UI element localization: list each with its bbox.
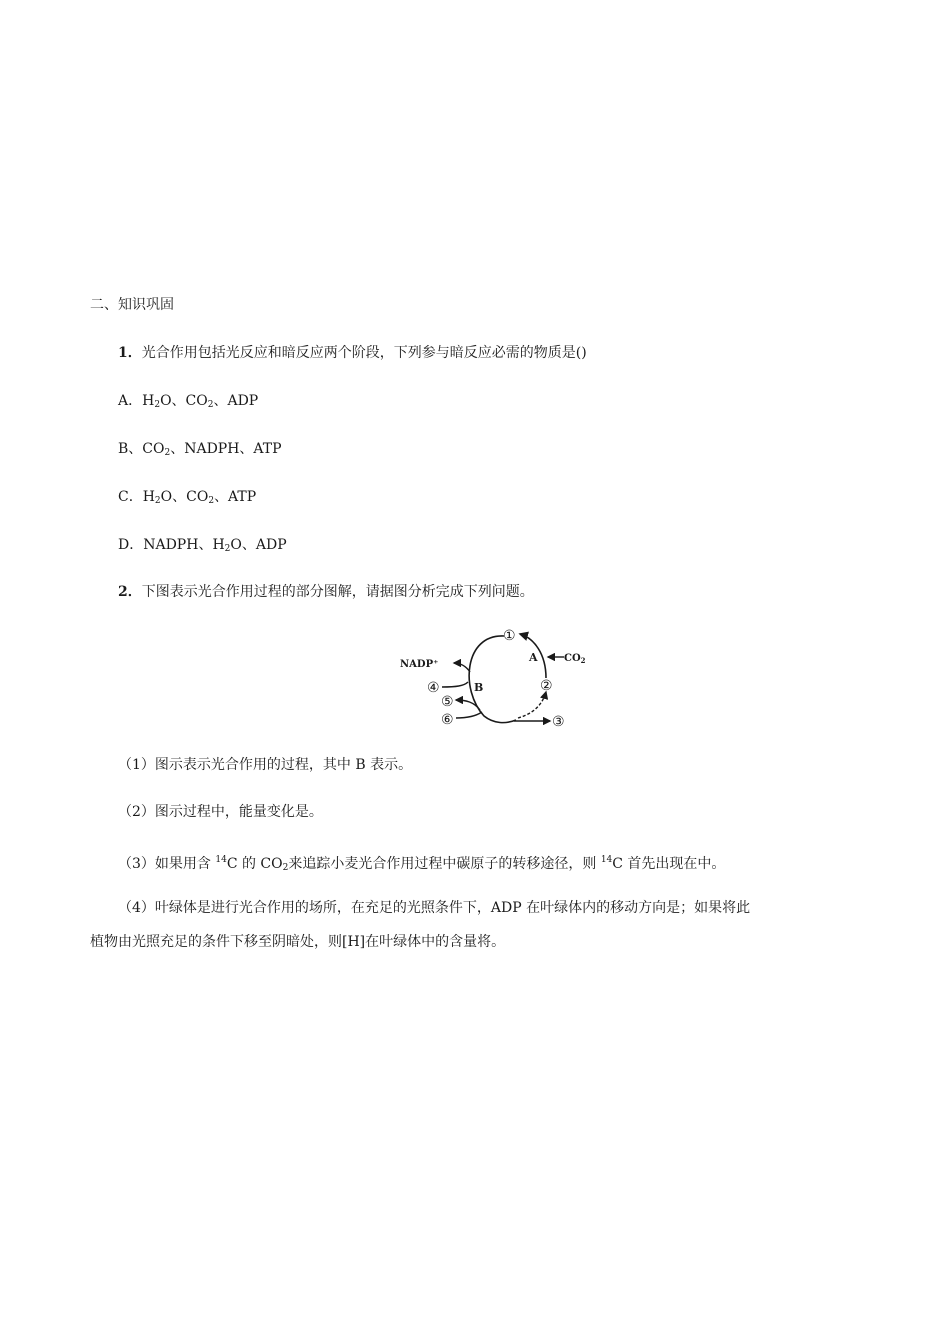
option-b: B、$CO_2$、NADPH、ATP xyxy=(118,441,282,458)
label-3: ③ xyxy=(552,714,565,730)
label-nadp: NADP⁺ xyxy=(400,659,439,670)
label-1: ① xyxy=(503,628,516,644)
calvin-cycle-diagram xyxy=(396,620,596,735)
dashed-arrow xyxy=(518,692,546,718)
label-a: A xyxy=(529,651,538,664)
subquestion-2: （2）图示过程中，能量变化是。 xyxy=(118,804,323,820)
subquestion-4-line1: （4）叶绿体是进行光合作用的场所，在充足的光照条件下，ADP 在叶绿体内的移动方向是；如果将此 xyxy=(118,900,751,916)
label-6: ⑥ xyxy=(441,712,454,728)
input-6-line xyxy=(456,712,482,718)
cycle-arc-left xyxy=(469,636,516,723)
input-4-line xyxy=(442,682,468,687)
question-1-text: 光合作用包括光反应和暗反应两个阶段，下列参与暗反应必需的物质是() xyxy=(141,345,587,361)
option-d: D．NADPH、$H_2O$、ADP xyxy=(118,537,287,554)
option-c: C．$H_2O$、$CO_2$、ATP xyxy=(118,489,257,506)
label-co2: $CO_2$ xyxy=(564,653,586,665)
subquestion-3: （3）如果用含 $^{14}$C 的 $CO_2$来追踪小麦光合作用过程中碳原子的转移途径，则 $^{14}$C 首先出现在中。 xyxy=(118,855,726,873)
label-4: ④ xyxy=(427,680,440,696)
subquestion-4-line2: 植物由光照充足的条件下移至阴暗处，则[H]在叶绿体中的含量将。 xyxy=(90,934,506,950)
section-title: 二、知识巩固 xyxy=(90,297,174,313)
label-b: B xyxy=(474,681,484,694)
question-2-text: 下图表示光合作用过程的部分图解，请据图分析完成下列问题。 xyxy=(141,584,534,600)
option-a: A．$H_2O$、$CO_2$、ADP xyxy=(118,393,259,410)
question-2-number: 2． xyxy=(118,584,142,600)
label-2: ② xyxy=(540,678,553,694)
question-2-stem xyxy=(118,582,534,602)
nadp-arrow xyxy=(454,663,470,672)
question-1-stem xyxy=(118,343,587,363)
label-5: ⑤ xyxy=(441,694,454,710)
subquestion-1: （1）图示表示光合作用的过程，其中 B 表示。 xyxy=(118,757,413,773)
question-1-number: 1． xyxy=(118,345,142,361)
